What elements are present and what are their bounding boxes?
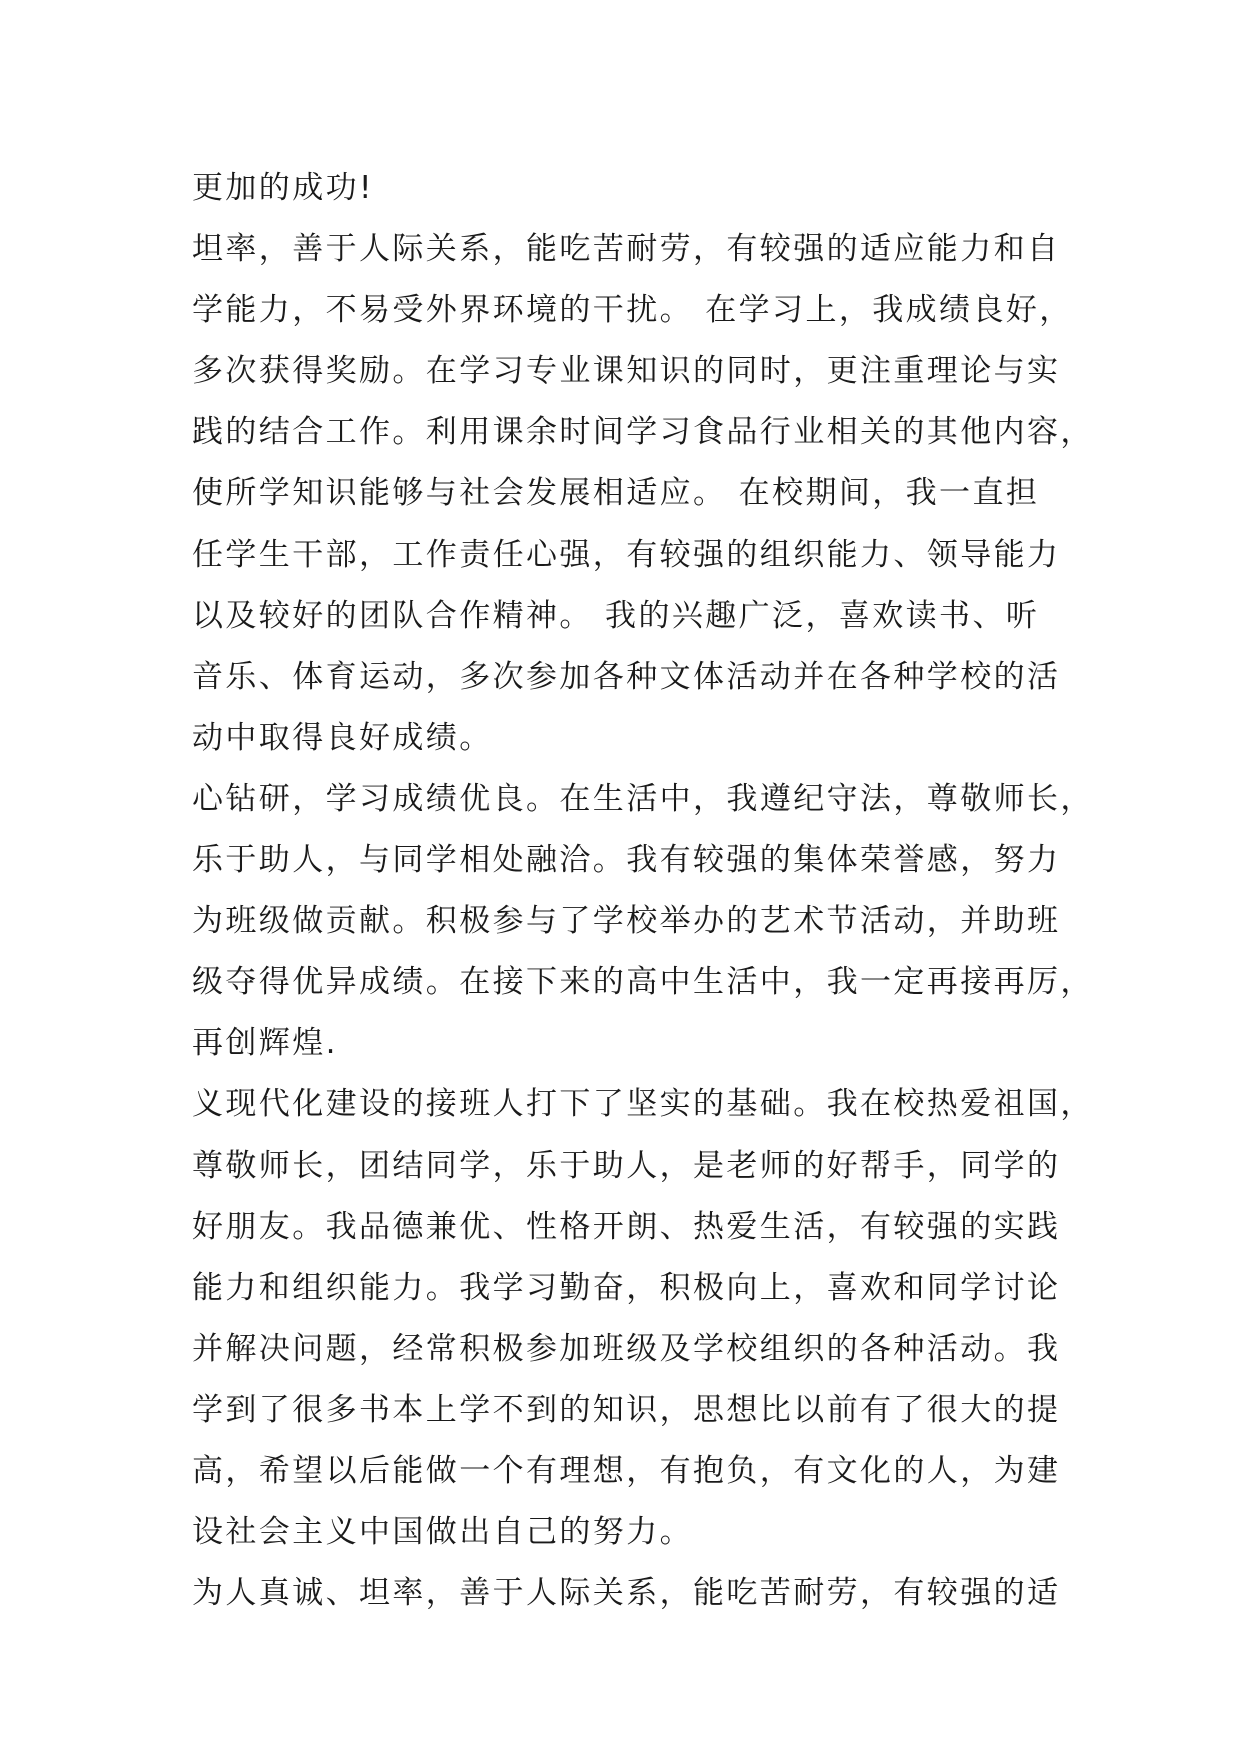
text-line: 更加的成功!: [192, 170, 374, 206]
text-line: 使所学知识能够与社会发展相适应。 在校期间，我一直担: [192, 475, 1040, 512]
text-line: 践的结合工作。利用课余时间学习食品行业相关的其他内容，: [192, 414, 1094, 451]
text-line: 学能力，不易受外界环境的干扰。 在学习上，我成绩良好，: [192, 292, 1073, 329]
text-line: 高，希望以后能做一个有理想，有抱负，有文化的人，为建: [192, 1452, 1061, 1489]
text-line: 心钻研，学习成绩优良。在生活中，我遵纪守法，尊敬师长，: [192, 780, 1094, 817]
text-line: 坦率，善于人际关系，能吃苦耐劳，有较强的适应能力和自: [192, 231, 1061, 268]
text-line: 以及较好的团队合作精神。 我的兴趣广泛，喜欢读书、听: [192, 597, 1040, 634]
paragraph-1: [192, 158, 1072, 219]
paragraph-3: [192, 769, 1094, 1074]
text-line: 音乐、体育运动，多次参加各种文体活动并在各种学校的活: [192, 658, 1061, 695]
document-body: [192, 158, 1094, 1624]
text-line: 任学生干部，工作责任心强，有较强的组织能力、领导能力: [192, 536, 1061, 573]
text-line: 好朋友。我品德兼优、性格开朗、热爱生活，有较强的实践: [192, 1208, 1061, 1245]
text-line: 义现代化建设的接班人打下了坚实的基础。我在校热爱祖国，: [192, 1086, 1094, 1123]
text-line: 为班级做贡献。积极参与了学校举办的艺术节活动，并助班: [192, 903, 1061, 940]
text-line: 乐于助人，与同学相处融洽。我有较强的集体荣誉感，努力: [192, 842, 1061, 879]
text-line: 多次获得奖励。在学习专业课知识的同时，更注重理论与实: [192, 353, 1061, 390]
text-line: 设社会主义中国做出自己的努力。: [192, 1514, 693, 1551]
text-line: 学到了很多书本上学不到的知识，思想比以前有了很大的提: [192, 1391, 1061, 1428]
text-line: 能力和组织能力。我学习勤奋，积极向上，喜欢和同学讨论: [192, 1269, 1061, 1306]
text-line: 级夺得优异成绩。在接下来的高中生活中，我一定再接再厉，: [192, 964, 1094, 1001]
paragraph-4: [192, 1074, 1094, 1563]
text-line: 再创辉煌.: [192, 1025, 338, 1062]
paragraph-5: [192, 1563, 1072, 1624]
text-line: 并解决问题，经常积极参加班级及学校组织的各种活动。我: [192, 1330, 1061, 1367]
text-line: 尊敬师长，团结同学，乐于助人，是老师的好帮手，同学的: [192, 1147, 1061, 1184]
text-line: 为人真诚、坦率，善于人际关系，能吃苦耐劳，有较强的适: [192, 1575, 1061, 1612]
paragraph-2: [192, 219, 1094, 769]
text-line: 动中取得良好成绩。: [192, 719, 493, 756]
